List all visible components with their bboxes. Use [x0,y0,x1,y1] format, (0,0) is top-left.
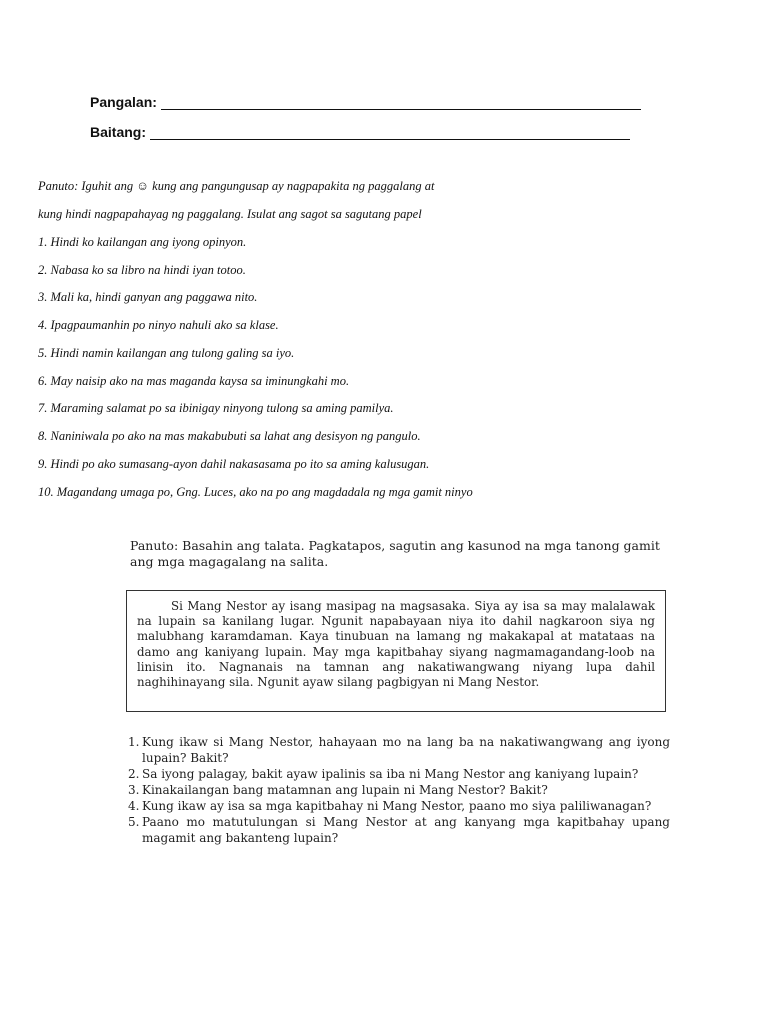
passage-box [126,590,666,712]
name-field-row [90,94,641,110]
part1-item: 10. Magandang umaga po, Gng. Luces, ako na po ang magdadala ng mga gamit ninyo [38,485,473,499]
part1-item: 1. Hindi ko kailangan ang iyong opinyon. [38,235,247,249]
question-item [128,734,670,766]
question-list [128,734,670,846]
question-item [128,798,670,814]
passage-text: Si Mang Nestor ay isang masipag na magsasaka. Siya ay isa sa may malalawak na lupain sa kanilang lugar. Ngunit napabayaan niya ito dahil nagkaroon siya ng malubhang karamdaman. Kaya tinubuan na lamang ng makakapal at matataas na damo ang kaniyang lupain. May mga kapitbahay siyang nagmamagandang-loob na linisin ito. Nagnanais na tamnan ang nakatiwangwang niyang lupa dahil naghihinayang sila. Ngunit ayaw silang pagbigyan ni Mang Nestor. [137,599,655,690]
part1-item: 4. Ipagpaumanhin po ninyo nahuli ako sa klase. [38,318,279,332]
name-label: Pangalan: [90,94,157,110]
question-number: 4. [128,799,140,813]
question-item [128,814,670,846]
part1-item: 7. Maraming salamat po sa ibinigay ninyong tulong sa aming pamilya. [38,401,394,415]
question-number: 5. [128,815,140,829]
question-number: 1. [128,735,140,749]
part1-item: 2. Nabasa ko sa libro na hindi iyan totoo. [38,263,246,277]
part1-item: 3. Mali ka, hindi ganyan ang paggawa nito. [38,290,258,304]
grade-label: Baitang: [90,124,146,140]
question-text: Paano mo matutulungan si Mang Nestor at ang kanyang mga kapitbahay upang magamit ang bakanteng lupain? [142,815,670,845]
question-text: Kinakailangan bang matamnan ang lupain ni Mang Nestor? Bakit? [142,783,548,797]
question-item [128,766,670,782]
question-text: Kung ikaw ay isa sa mga kapitbahay ni Mang Nestor, paano mo siya paliliwanagan? [142,799,652,813]
part1-instruction-line1: Panuto: Iguhit ang ☺ kung ang pangungusap ay nagpapakita ng paggalang at [38,179,435,193]
part1-item: 8. Naniniwala po ako na mas makabubuti sa lahat ang desisyon ng pangulo. [38,429,421,443]
question-number: 2. [128,767,140,781]
name-blank-line [161,97,641,110]
part1-item: 5. Hindi namin kailangan ang tulong galing sa iyo. [38,346,295,360]
part2-instruction: Panuto: Basahin ang talata. Pagkatapos, sagutin ang kasunod na mga tanong gamit ang mga magagalang na salita. [130,538,660,569]
question-number: 3. [128,783,140,797]
part1-instruction-line2: kung hindi nagpapahayag ng paggalang. Isulat ang sagot sa sagutang papel [38,207,422,221]
part1-item: 6. May naisip ako na mas maganda kaysa sa iminungkahi mo. [38,374,350,388]
grade-field-row [90,124,630,140]
question-text: Kung ikaw si Mang Nestor, hahayaan mo na lang ba na nakatiwangwang ang iyong lupain? Bakit? [142,735,670,765]
grade-blank-line [150,127,630,140]
question-text: Sa iyong palagay, bakit ayaw ipalinis sa iba ni Mang Nestor ang kaniyang lupain? [142,767,639,781]
question-item [128,782,670,798]
part1-item: 9. Hindi po ako sumasang-ayon dahil nakasasama po ito sa aming kalusugan. [38,457,430,471]
